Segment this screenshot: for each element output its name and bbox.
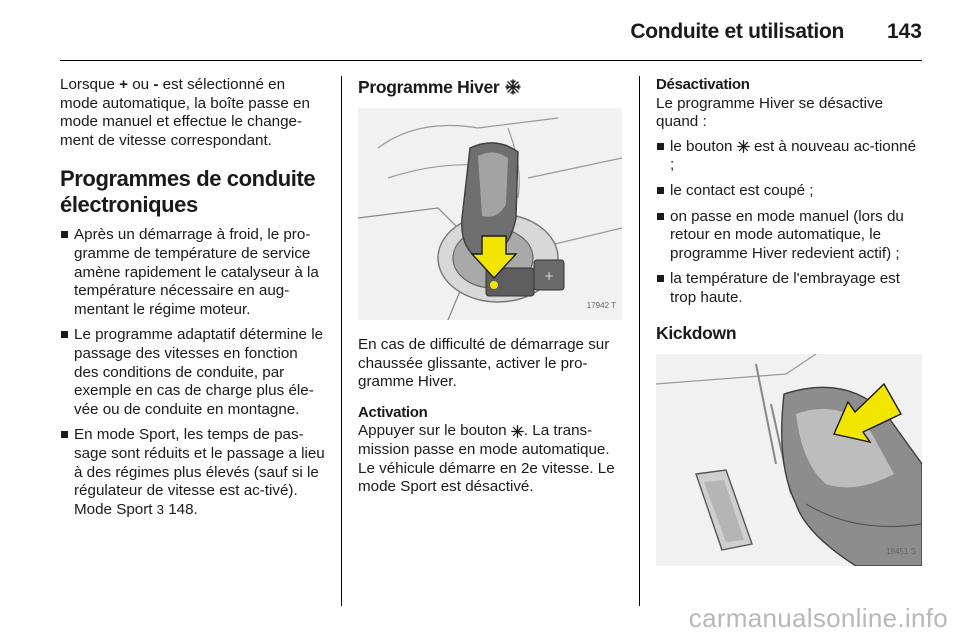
plus-symbol: + <box>119 76 128 93</box>
column-2 <box>358 76 624 497</box>
list-item: la température de l'embrayage est trop haute. <box>656 270 922 307</box>
page-reference-icon: 3 <box>156 501 164 517</box>
snowflake-icon <box>737 140 750 153</box>
list-item: En mode Sport, les temps de pas-sage sont réduits et le passage a lieu à des régimes plus élevés (sauf si le régulateur de vitesse est ac-tivé). Mode Sport 3 148. <box>60 426 326 519</box>
list-item: on passe en mode manuel (lors du retour en mode automatique, le programme Hiver redevient actif) ; <box>656 208 922 264</box>
activation-paragraph: Appuyer sur le bouton . La trans-mission passe en mode automatique. Le véhicule démarre en 2e vitesse. Le mode Sport est désactivé. <box>358 422 615 496</box>
page-reference-link[interactable]: 148. <box>163 500 198 518</box>
section-heading-electronic-programs: Programmes de conduite électroniques <box>60 166 316 218</box>
deactivation-heading: Désactivation <box>656 76 750 93</box>
list-item: Le programme adaptatif détermine le passage des vitesses en fonction des conditions de conduite, par exemple en cas de charge plus éle-vée ou de conduite en montagne. <box>60 326 326 419</box>
deactivation-list <box>656 138 922 308</box>
list-item: le bouton est à nouveau ac-tionné ; <box>656 138 922 175</box>
list-item: le contact est coupé ; <box>656 182 922 201</box>
svg-text:+: + <box>544 269 555 283</box>
kickdown-drawing <box>656 354 922 566</box>
figure-code: 18451 S <box>886 546 916 556</box>
header-title: Conduite et utilisation <box>630 20 844 43</box>
column-divider-2 <box>639 76 640 606</box>
minus-symbol: - <box>153 76 159 93</box>
snowflake-icon <box>505 79 521 95</box>
section-heading-kickdown: Kickdown <box>656 322 737 343</box>
watermark-text: carmanualsonline.info <box>688 603 948 633</box>
gear-selector-illustration <box>358 108 622 320</box>
activation-heading: Activation <box>358 403 428 421</box>
section-heading-winter-program: Programme Hiver <box>358 76 624 98</box>
kickdown-illustration <box>656 354 922 566</box>
figure-code: 17942 T <box>586 301 616 311</box>
header-rule <box>60 60 922 61</box>
column-1 <box>60 76 326 526</box>
column-divider-1 <box>341 76 342 606</box>
deactivation-intro: Le programme Hiver se désactive quand : <box>656 94 884 131</box>
page-number: 143 <box>886 20 922 43</box>
list-item: Après un démarrage à froid, le pro-gramme de température de service amène rapidement le catalyseur à la température nécessaire en aug-mentant le régime moteur. <box>60 226 326 319</box>
page-header <box>60 18 922 58</box>
snowflake-icon <box>511 425 524 438</box>
column-3 <box>656 76 922 566</box>
intro-paragraph: Lorsque + ou - est sélectionné en mode automatique, la boîte passe en mode manuel et effectue le change-ment de vitesse correspondant. <box>60 76 310 149</box>
winter-program-paragraph: En cas de difficulté de démarrage sur chaussée glissante, activer le pro-gramme Hiver. <box>358 336 610 391</box>
gear-selector-drawing <box>358 108 622 320</box>
driving-programs-list <box>60 226 326 519</box>
